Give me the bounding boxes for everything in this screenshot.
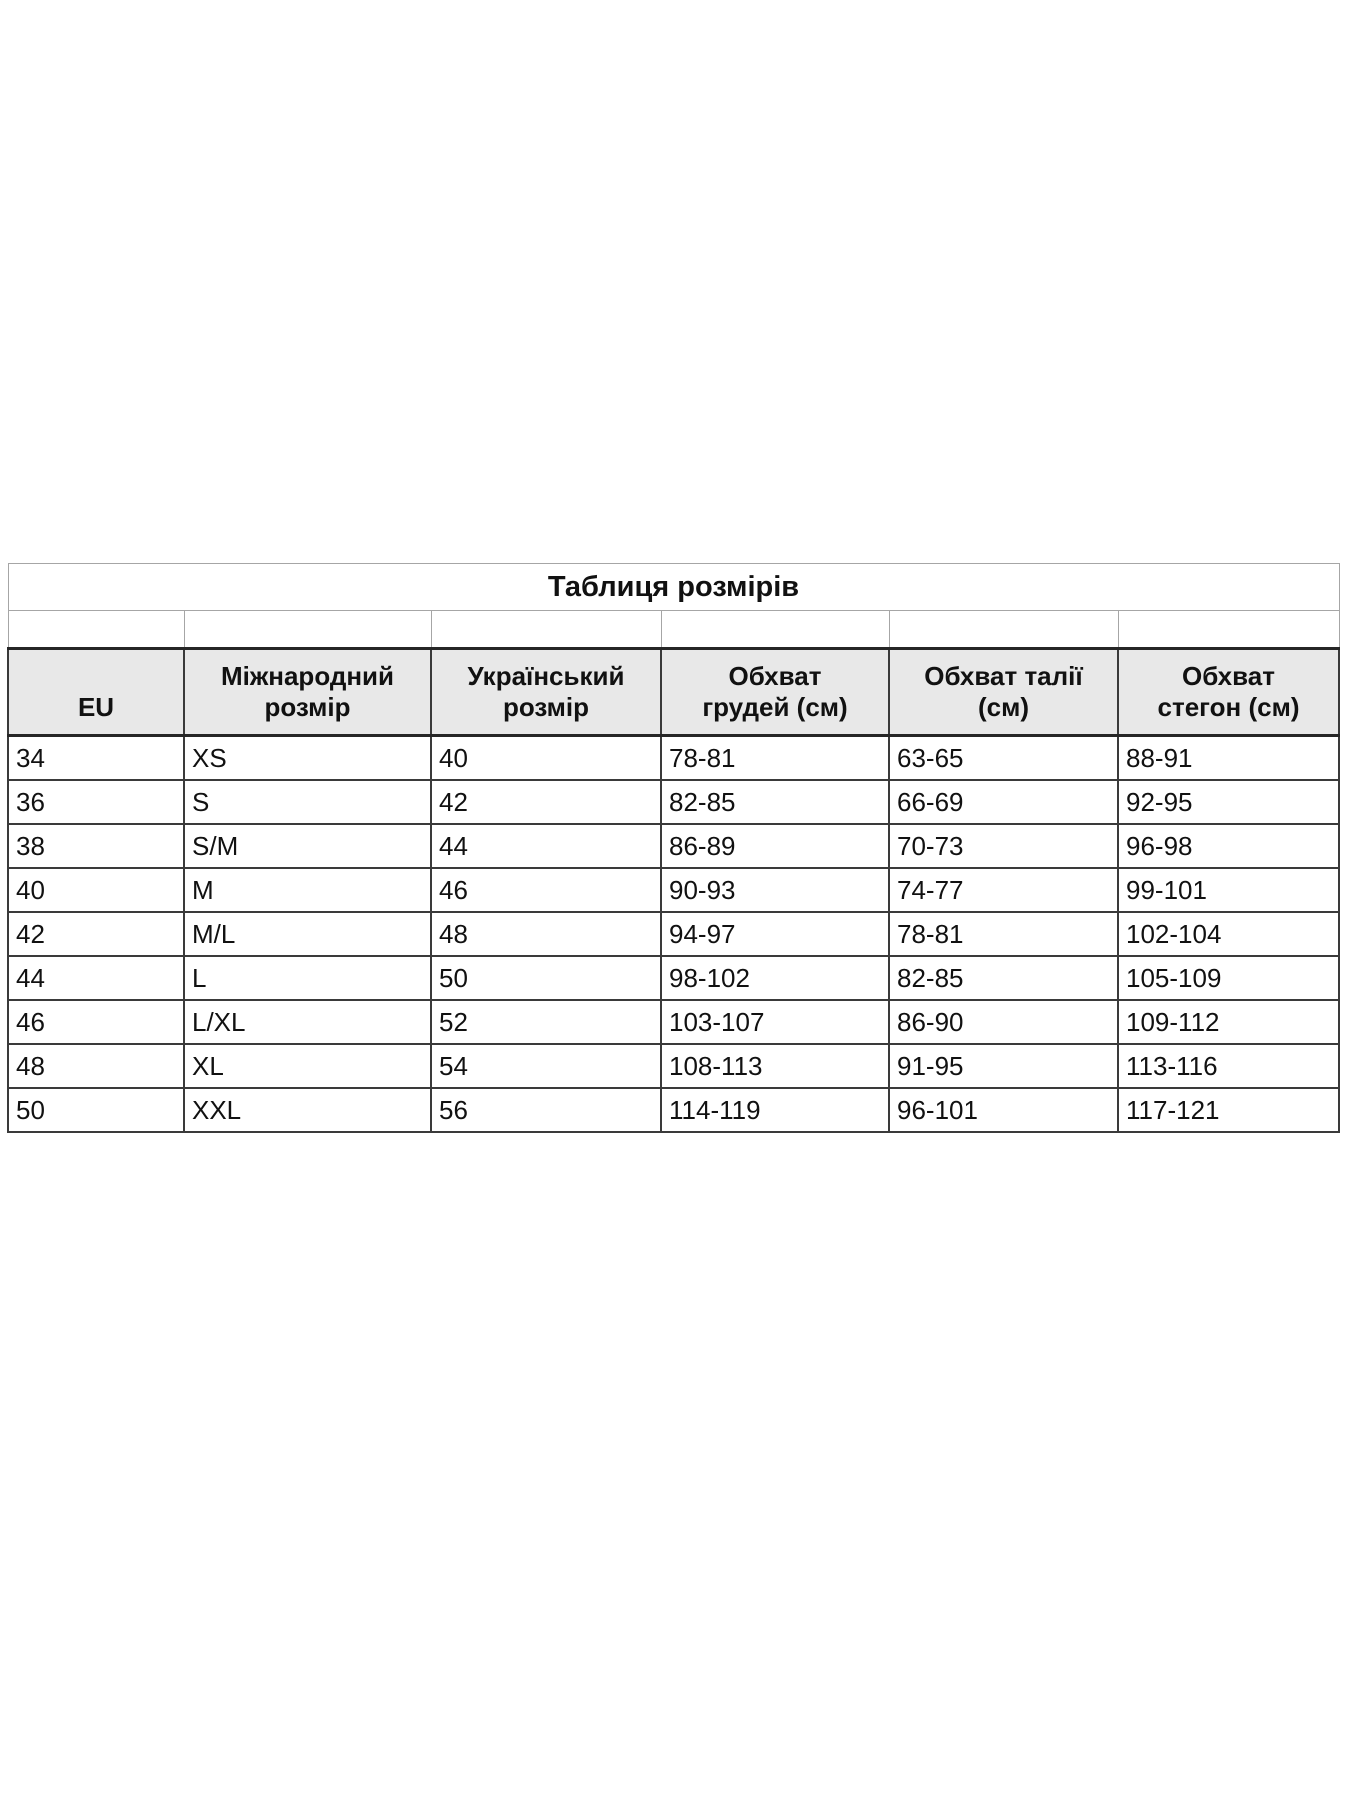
table-cell: 86-90 [889,1000,1118,1044]
table-cell: 46 [8,1000,184,1044]
table-row [8,780,1339,824]
header-line: стегон (см) [1157,692,1300,722]
header-waist-cm [889,649,1118,736]
header-line: Український [467,661,625,691]
table-cell: 102-104 [1118,912,1339,956]
table-cell: 56 [431,1088,661,1132]
header-line: розмір [264,692,351,722]
table-cell: 48 [431,912,661,956]
table-cell: 82-85 [661,780,889,824]
size-table [7,563,1340,1133]
table-cell: 108-113 [661,1044,889,1088]
table-title-row [8,564,1339,611]
table-cell: 52 [431,1000,661,1044]
header-line: грудей (см) [702,692,848,722]
table-row [8,824,1339,868]
table-cell: XXL [184,1088,431,1132]
table-cell: S [184,780,431,824]
table-cell: 66-69 [889,780,1118,824]
table-cell: 91-95 [889,1044,1118,1088]
table-cell: 36 [8,780,184,824]
spacer-cell [889,611,1118,649]
spacer-cell [184,611,431,649]
table-cell: 109-112 [1118,1000,1339,1044]
spacer-cell [661,611,889,649]
table-cell: 54 [431,1044,661,1088]
size-chart [7,563,1338,1133]
table-cell: XS [184,736,431,780]
table-row [8,1088,1339,1132]
table-row [8,1044,1339,1088]
header-line: (см) [977,692,1029,722]
header-international-size [184,649,431,736]
table-cell: 96-98 [1118,824,1339,868]
table-cell: 50 [8,1088,184,1132]
table-cell: 44 [431,824,661,868]
table-cell: M/L [184,912,431,956]
table-cell: 103-107 [661,1000,889,1044]
spacer-row [8,611,1339,649]
table-cell: 44 [8,956,184,1000]
header-hips-cm [1118,649,1339,736]
table-cell: 42 [431,780,661,824]
table-row [8,868,1339,912]
header-line: розмір [502,692,590,722]
table-cell: 40 [431,736,661,780]
table-cell: 99-101 [1118,868,1339,912]
table-cell: 82-85 [889,956,1118,1000]
table-row [8,736,1339,780]
table-row [8,912,1339,956]
table-cell: S/M [184,824,431,868]
table-cell: 117-121 [1118,1088,1339,1132]
header-line: Обхват талії [924,661,1083,691]
table-cell: 34 [8,736,184,780]
table-cell: 50 [431,956,661,1000]
table-cell: 74-77 [889,868,1118,912]
header-line: EU [77,692,115,722]
table-cell: 105-109 [1118,956,1339,1000]
table-cell: L [184,956,431,1000]
table-cell: 38 [8,824,184,868]
table-cell: 90-93 [661,868,889,912]
table-cell: 92-95 [1118,780,1339,824]
table-cell: 70-73 [889,824,1118,868]
table-cell: 40 [8,868,184,912]
header-eu [8,649,184,736]
table-cell: 113-116 [1118,1044,1339,1088]
table-cell: 94-97 [661,912,889,956]
table-cell: 46 [431,868,661,912]
table-cell: 78-81 [661,736,889,780]
table-header-row [8,649,1339,736]
table-cell: 48 [8,1044,184,1088]
table-cell: M [184,868,431,912]
table-cell: 98-102 [661,956,889,1000]
table-cell: 86-89 [661,824,889,868]
table-title: Таблиця розмірів [8,564,1339,611]
header-line: Обхват [728,661,822,691]
table-cell: 114-119 [661,1088,889,1132]
header-line: Міжнародний [220,661,395,691]
table-cell: 96-101 [889,1088,1118,1132]
header-line: Обхват [1182,661,1275,691]
spacer-cell [8,611,184,649]
header-chest-cm [661,649,889,736]
spacer-cell [1118,611,1339,649]
table-row [8,1000,1339,1044]
table-cell: 42 [8,912,184,956]
header-ukrainian-size [431,649,661,736]
table-cell: 78-81 [889,912,1118,956]
table-cell: 63-65 [889,736,1118,780]
spacer-cell [431,611,661,649]
table-row [8,956,1339,1000]
table-cell: 88-91 [1118,736,1339,780]
table-cell: L/XL [184,1000,431,1044]
table-cell: XL [184,1044,431,1088]
